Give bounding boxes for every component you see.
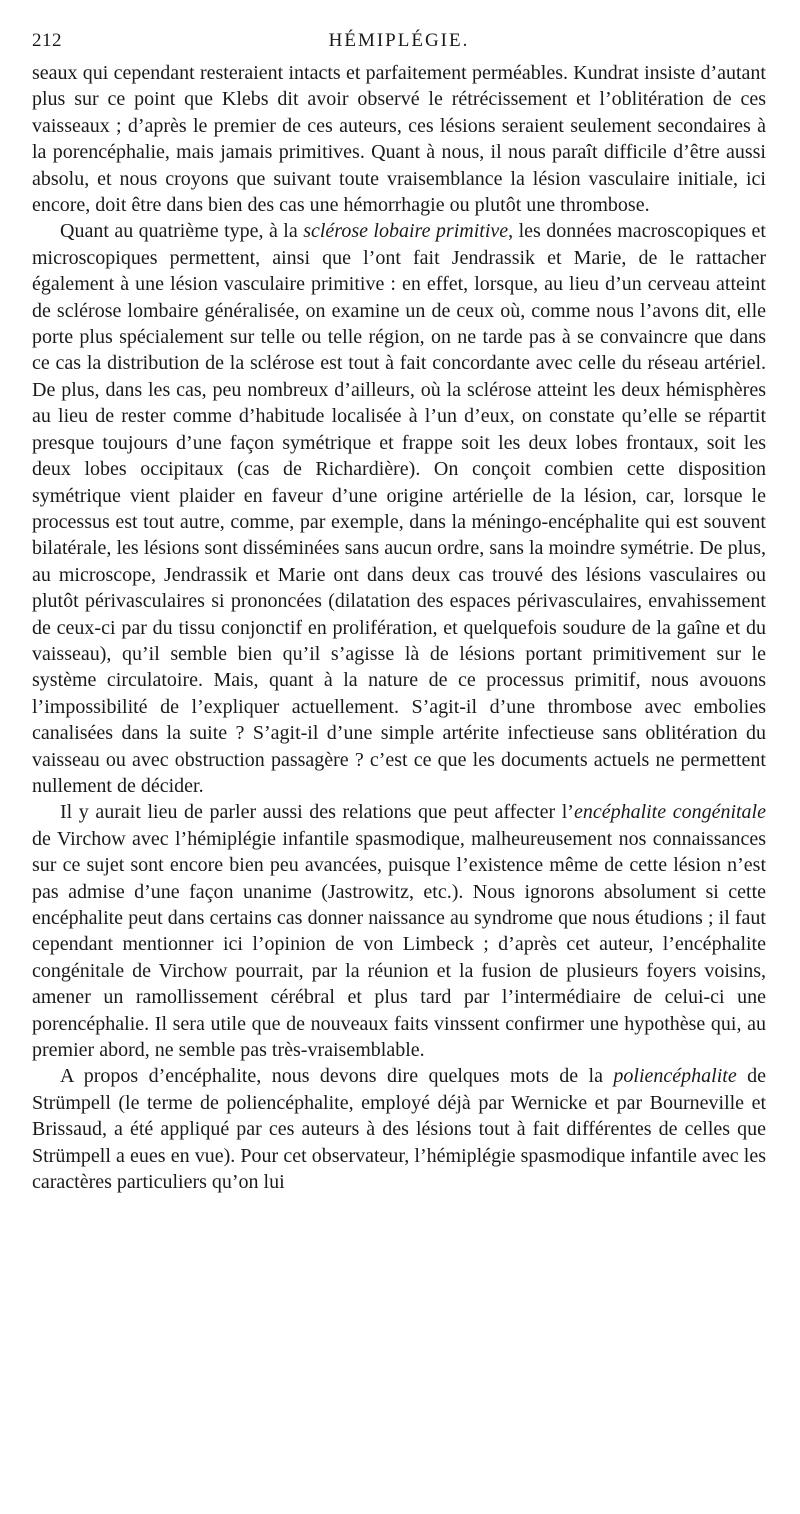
- paragraph-4: [32, 1063, 766, 1195]
- body-text: [32, 60, 766, 1195]
- running-title: HÉMIPLÉGIE.: [328, 30, 470, 51]
- italic-term: sclérose lobaire primitive: [303, 220, 509, 243]
- paragraph-2: [32, 218, 766, 799]
- book-page: [32, 30, 766, 1195]
- paragraph-text: , les données macroscopiques et microscopiques permettent, ainsi que l’ont fait Jendrassik et Marie, de le rattacher également à une lésion vasculaire primitive : en effet, lorsque, au lieu d’un cerveau atteint de sclérose lombaire généralisée, on examine un de ceux où, comme nous l’avons dit, elle porte plus spécialement sur telle ou telle région, on ne tarde pas à se convaincre que dans ce cas la distribution de la sclérose est tout à fait concordante avec celle du réseau artériel. De plus, dans les cas, peu nombreux d’ailleurs, où la sclérose atteint les deux hémisphères au lieu de rester comme d’habitude localisée à l’un d’eux, on constate qu’elle se répartit presque toujours d’une façon symétrique et frappe soit les deux lobes frontaux, soit les deux lobes occipitaux (cas de Richardière). On conçoit combien cette disposition symétrique vient plaider en faveur d’une origine artérielle de la lésion, car, lorsque le processus est tout autre, comme, par exemple, dans la méningo-encéphalite qui est souvent bilatérale, les lésions sont disséminées sans aucun ordre, sans la moindre symétrie. De plus, au microscope, Jendrassik et Marie ont dans deux cas trouvé des lésions vasculaires ou plutôt périvasculaires si prononcées (dilatation des espaces périvasculaires, envahissement de ceux-ci par du tissu conjonctif en prolifération, et quelquefois soudure de la gaîne et du vaisseau), qu’il semble bien qu’il s’agisse là de lésions portant primitivement sur le système circulatoire. Mais, quant à la nature de ce processus primitif, nous avouons l’impossibilité de l’expliquer actuellement. S’agit-il d’une thrombose avec embolies canalisées dans la suite ? S’agit-il d’une simple artérite infectieuse sans oblitération du vaisseau ou avec obstruction passagère ? c’est ce que les documents actuels ne permettent nullement de décider.: [32, 220, 766, 797]
- paragraph-1: [32, 60, 766, 218]
- paragraph-text: seaux qui cependant resteraient intacts et parfaitement perméables. Kundrat insiste d’autant plus sur ce point que Klebs dit avoir observé le rétrécissement et l’oblitération de ces vaisseaux ; d’après le premier de ces auteurs, ces lésions seraient seulement secondaires à la porencéphalie, mais jamais primitives. Quant à nous, il nous paraît difficile d’être aussi absolu, et nous croyons que suivant toute vraisemblance la lésion vasculaire initiale, ici encore, doit être dans bien des cas une hémorrhagie ou plutôt une thrombose.: [32, 62, 766, 217]
- paragraph-text: A propos d’encéphalite, nous devons dire quelques mots de la: [60, 1065, 614, 1088]
- paragraph-3: [32, 799, 766, 1063]
- italic-term: encéphalite congénitale: [573, 801, 766, 824]
- italic-term: poliencéphalite: [613, 1065, 737, 1088]
- paragraph-text: de Virchow avec l’hémiplégie infantile spasmodique, malheureusement nos connaissances sur ce sujet sont encore bien peu avancées, puisque l’existence même de cette lésion n’est pas admise d’une façon unanime (Jastrowitz, etc.). Nous ignorons absolument si cette encéphalite peut dans certains cas donner naissance au syndrome que nous étudions ; il faut cependant mentionner ici l’opinion de von Limbeck ; d’après cet auteur, l’encéphalite congénitale de Virchow pourrait, par la réunion et la fusion de plusieurs foyers voisins, amener un ramollissement cérébral et plus tard par l’intermédiaire de celui-ci une porencéphalie. Il sera utile que de nouveaux faits vinssent confirmer une hypothèse qui, au premier abord, ne semble pas très-vraisemblable.: [32, 827, 766, 1062]
- paragraph-text: de Strümpell (le terme de poliencéphalite, employé déjà par Wernicke et par Bourneville et Brissaud, a été appliqué par ces auteurs à des lésions tout à fait différentes de celles que Strümpell a eues en vue). Pour cet observateur, l’hémiplégie spasmodique infantile avec les caractères particuliers qu’on lui: [32, 1065, 766, 1194]
- paragraph-text: Il y aurait lieu de parler aussi des relations que peut affecter l’: [60, 801, 574, 824]
- page-number: 212: [32, 30, 62, 51]
- paragraph-text: Quant au quatrième type, à la: [60, 220, 304, 243]
- page-header: [32, 30, 766, 60]
